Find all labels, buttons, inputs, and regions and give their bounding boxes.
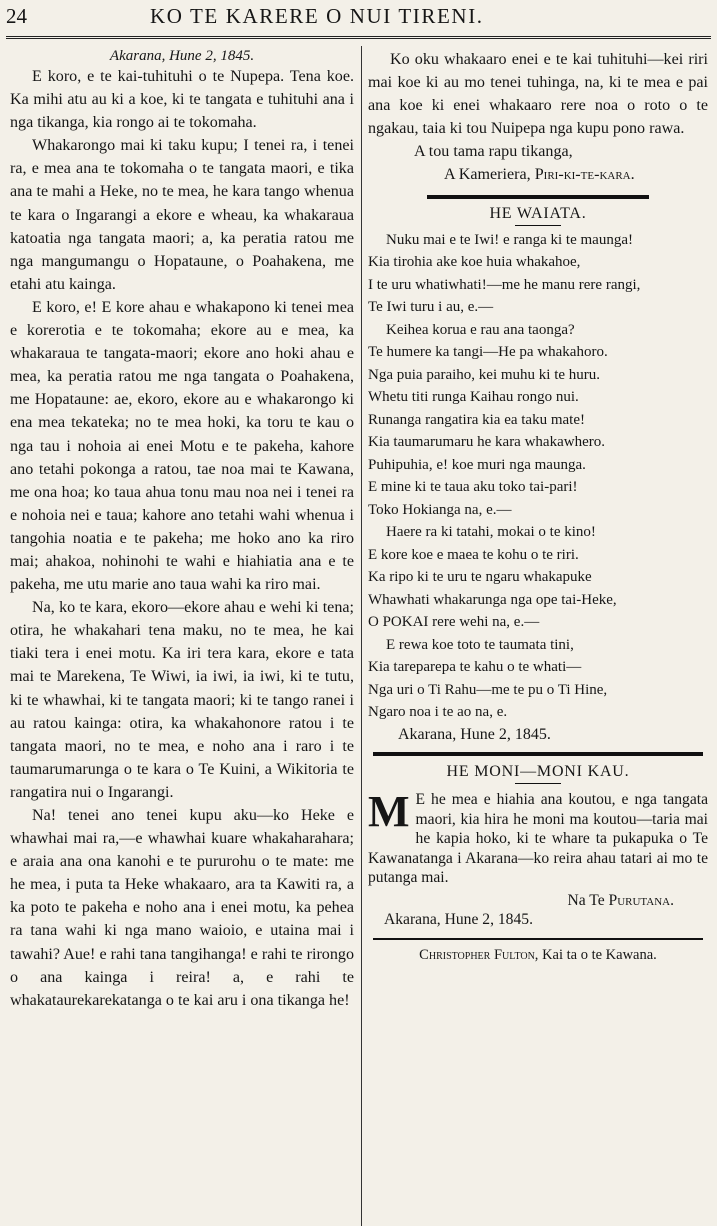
section-rule (427, 195, 649, 199)
letter-paragraph-4: Na, ko te kara, ekoro—ekore ahau e wehi ki tena; otira, he whakahari tena maku, no te mea, he kai tiaki tera i enei motu. Ka iri tera kara, ekore e tata mai te Marekena, Te Wiwi, ia iwi, ia iwi, ki te tutu, ki te whawhai, ki te tangata maori; ki te tango ranei i au ratou kainga: otira, ka whakahonore ratou i te tangata maori, no te mea, e noho ana i raro i te taumarumarunga o te kara o Te Kuini, a Wikitoria te rangatira nui o Ingarangi. (10, 599, 354, 801)
poem-line: Nga uri o Ti Rahu—me te pu o Ti Hine, (368, 681, 608, 698)
poem-line: Kia tareparepa te kahu o te whati— (368, 659, 582, 676)
poem-line: Runanga rangatira kia ea taku mate! (368, 411, 585, 428)
left-column (10, 48, 354, 1012)
poem-line: Toko Hokianga na, e.— (368, 501, 512, 518)
poem-line: O POKAI rere wehi na, e.— (368, 614, 540, 631)
notice-dateline: Akarana, Hune 2, 1845. (384, 911, 533, 929)
printer-title: Kai ta o te Kawana. (538, 946, 657, 963)
poem-line: Kia tirohia ake koe huia whakahoe, (368, 254, 581, 271)
letter-paragraph-3: E koro, e! E kore ahau e whakapono ki tenei mea e korerotia e te tokomaha; ekore au e mea, ka whakaraua te tangata-maori; ekore ano hoki ahau e mea, ka peratia ratou me nga tangata o Poahakena, me Hopataune: ae, ekoro, ekore au e whakarongo ki ena mea tekateka; no te mea hoki, ka toru te kau o nga tau i nohoia ai enei Motu e te pakeha, kahore ano tetahi pokonga a ratou, tae noa mai te Kawana, me ona hoa; ko taua ahua tonu mau noa nei i tenei ra e nohoia nei e taua; kahore ano tetahi wahi whenua i tangohia noatia e te pakeha; me hoko ano ka riro mai; ahakoa, nohinohi te wahi e hiahiatia ana e te pakeha, me utu marie ano taua wahi ka riro mai. (10, 298, 354, 594)
poem-line: Ka ripo ki te uru te ngaru whakapuke (368, 569, 592, 586)
right-column (368, 48, 708, 964)
page-header (0, 0, 717, 40)
column-divider (361, 46, 362, 1226)
notice-signature-name: Purutana. (608, 891, 674, 909)
notice-body (368, 787, 708, 930)
masthead-title: KO TE KARERE O NUI TIRENI. (150, 4, 484, 28)
poem-line: Te Iwi turu i au, e.— (368, 299, 494, 316)
poem-line: Nga puia paraiho, kei muhu ki te huru. (368, 366, 601, 383)
poem-dateline: Akarana, Hune 2, 1845. (398, 725, 551, 743)
poem-line: Kia taumarumaru he kara whakawhero. (368, 434, 605, 451)
notice-signature-prefix: Na Te (567, 891, 609, 909)
poem-line: Nuku mai e te Iwi! e ranga ki te maunga! (386, 231, 633, 248)
poem-line: I te uru whatiwhati!—me he manu rere rangi, (368, 276, 641, 293)
poem-heading: HE WAIATA. (489, 204, 587, 222)
heading-underline (515, 783, 561, 784)
letter-signature (368, 163, 708, 186)
drop-cap: M (368, 787, 410, 837)
poem-line: Haere ra ki tatahi, mokai o te kino! (386, 524, 596, 541)
poem-line: Whetu titi runga Kaihau rongo nui. (368, 389, 579, 406)
header-rule (6, 36, 711, 41)
letter-paragraph-1: E koro, e te kai-tuhituhi o te Nupepa. Tena koe. Ka mihi atu au ki a koe, ki te tangata e tuhituhi ana i nga tikanga, kia rongo ai te tokomaha. (10, 68, 354, 132)
letter-paragraph-2: Whakarongo mai ki taku kupu; I tenei ra, i tenei ra, e mea ana te tokomaha o te tangata maori, e tika ana te mahi a Heke, no te mea, he kara tango whenua te kara o Ingarangi a ekore e wheau, ka whakaraua katoatia nga tangata maori; a, ka peratia ratou me nga mangumangu o Hopataune, o Poahakena, me etahi atu kainga. (10, 137, 354, 293)
footer-rule (373, 938, 703, 940)
printer-name: Christopher Fulton, (419, 946, 539, 963)
poem-line: Keihea korua e rau ana taonga? (386, 321, 575, 338)
letter-paragraph-6: Ko oku whakaaro enei e te kai tuhituhi—kei riri mai koe ki au mo tenei tuhinga, na, ki te mea e pai ana koe ki enei whakaaro rere noa o roto o te ngakau, taia ki tou Nuipepa nga kupu pono rawa. (368, 51, 708, 138)
letter-closing: A tou tama rapu tikanga, (414, 143, 573, 161)
letter-paragraph-5: Na! tenei ano tenei kupu aku—ko Heke e whawhai mai ra,—e whawhai kuare whakaharahara; e araia ana ona kanohi e te pururohu o te mate: me he mea, i puta ta Heke whakaaro, ara ta Kawiti ra, a ka poto te pakeha e noho ana i enei motu, ka pehea ra tana wahi ki nga mano waioio, e utaina mai i tawahi? Aue! e rahi tana tangihanga! e rahi te rirongo o ana kainga i reira! a, e rahi te whakataurekarekatanga o te kai aru i ona tikanga he! (10, 807, 354, 1009)
signature-prefix: A Kameriera, (444, 166, 535, 184)
letter-dateline: Akarana, Hune 2, 1845. (109, 48, 255, 64)
heading-underline (515, 225, 561, 226)
notice-signature (368, 891, 708, 911)
poem-line: Whawhati whakarunga nga ope tai-Heke, (368, 591, 617, 608)
poem-line: E rewa koe toto te taumata tini, (386, 636, 574, 653)
poem (368, 229, 708, 747)
poem-line: Te humere ka tangi—He pa whakahoro. (368, 344, 608, 361)
notice-text: E he mea e hiahia ana koutou, e nga tangata maori, kia hira he moni ma koutou—taria mai he kapia hoko, ki te whare ta pukapuka o Te Kawanatanga i Akarana—ko reira ahau tatari ai mo te putanga mai. (368, 791, 708, 887)
poem-line: Puhipuhia, e! koe muri nga maunga. (368, 456, 586, 473)
signature-name: Piri-ki-te-kara. (534, 166, 635, 184)
poem-line: E kore koe e maea te kohu o te riri. (368, 546, 579, 563)
printer-imprint (368, 946, 708, 964)
page-number: 24 (6, 4, 27, 28)
poem-line: E mine ki te taua aku toko tai-pari! (368, 479, 578, 496)
poem-line: Ngaro noa i te ao na, e. (368, 704, 508, 721)
section-rule (373, 752, 703, 756)
notice-heading: HE MONI—MONI KAU. (446, 763, 630, 781)
